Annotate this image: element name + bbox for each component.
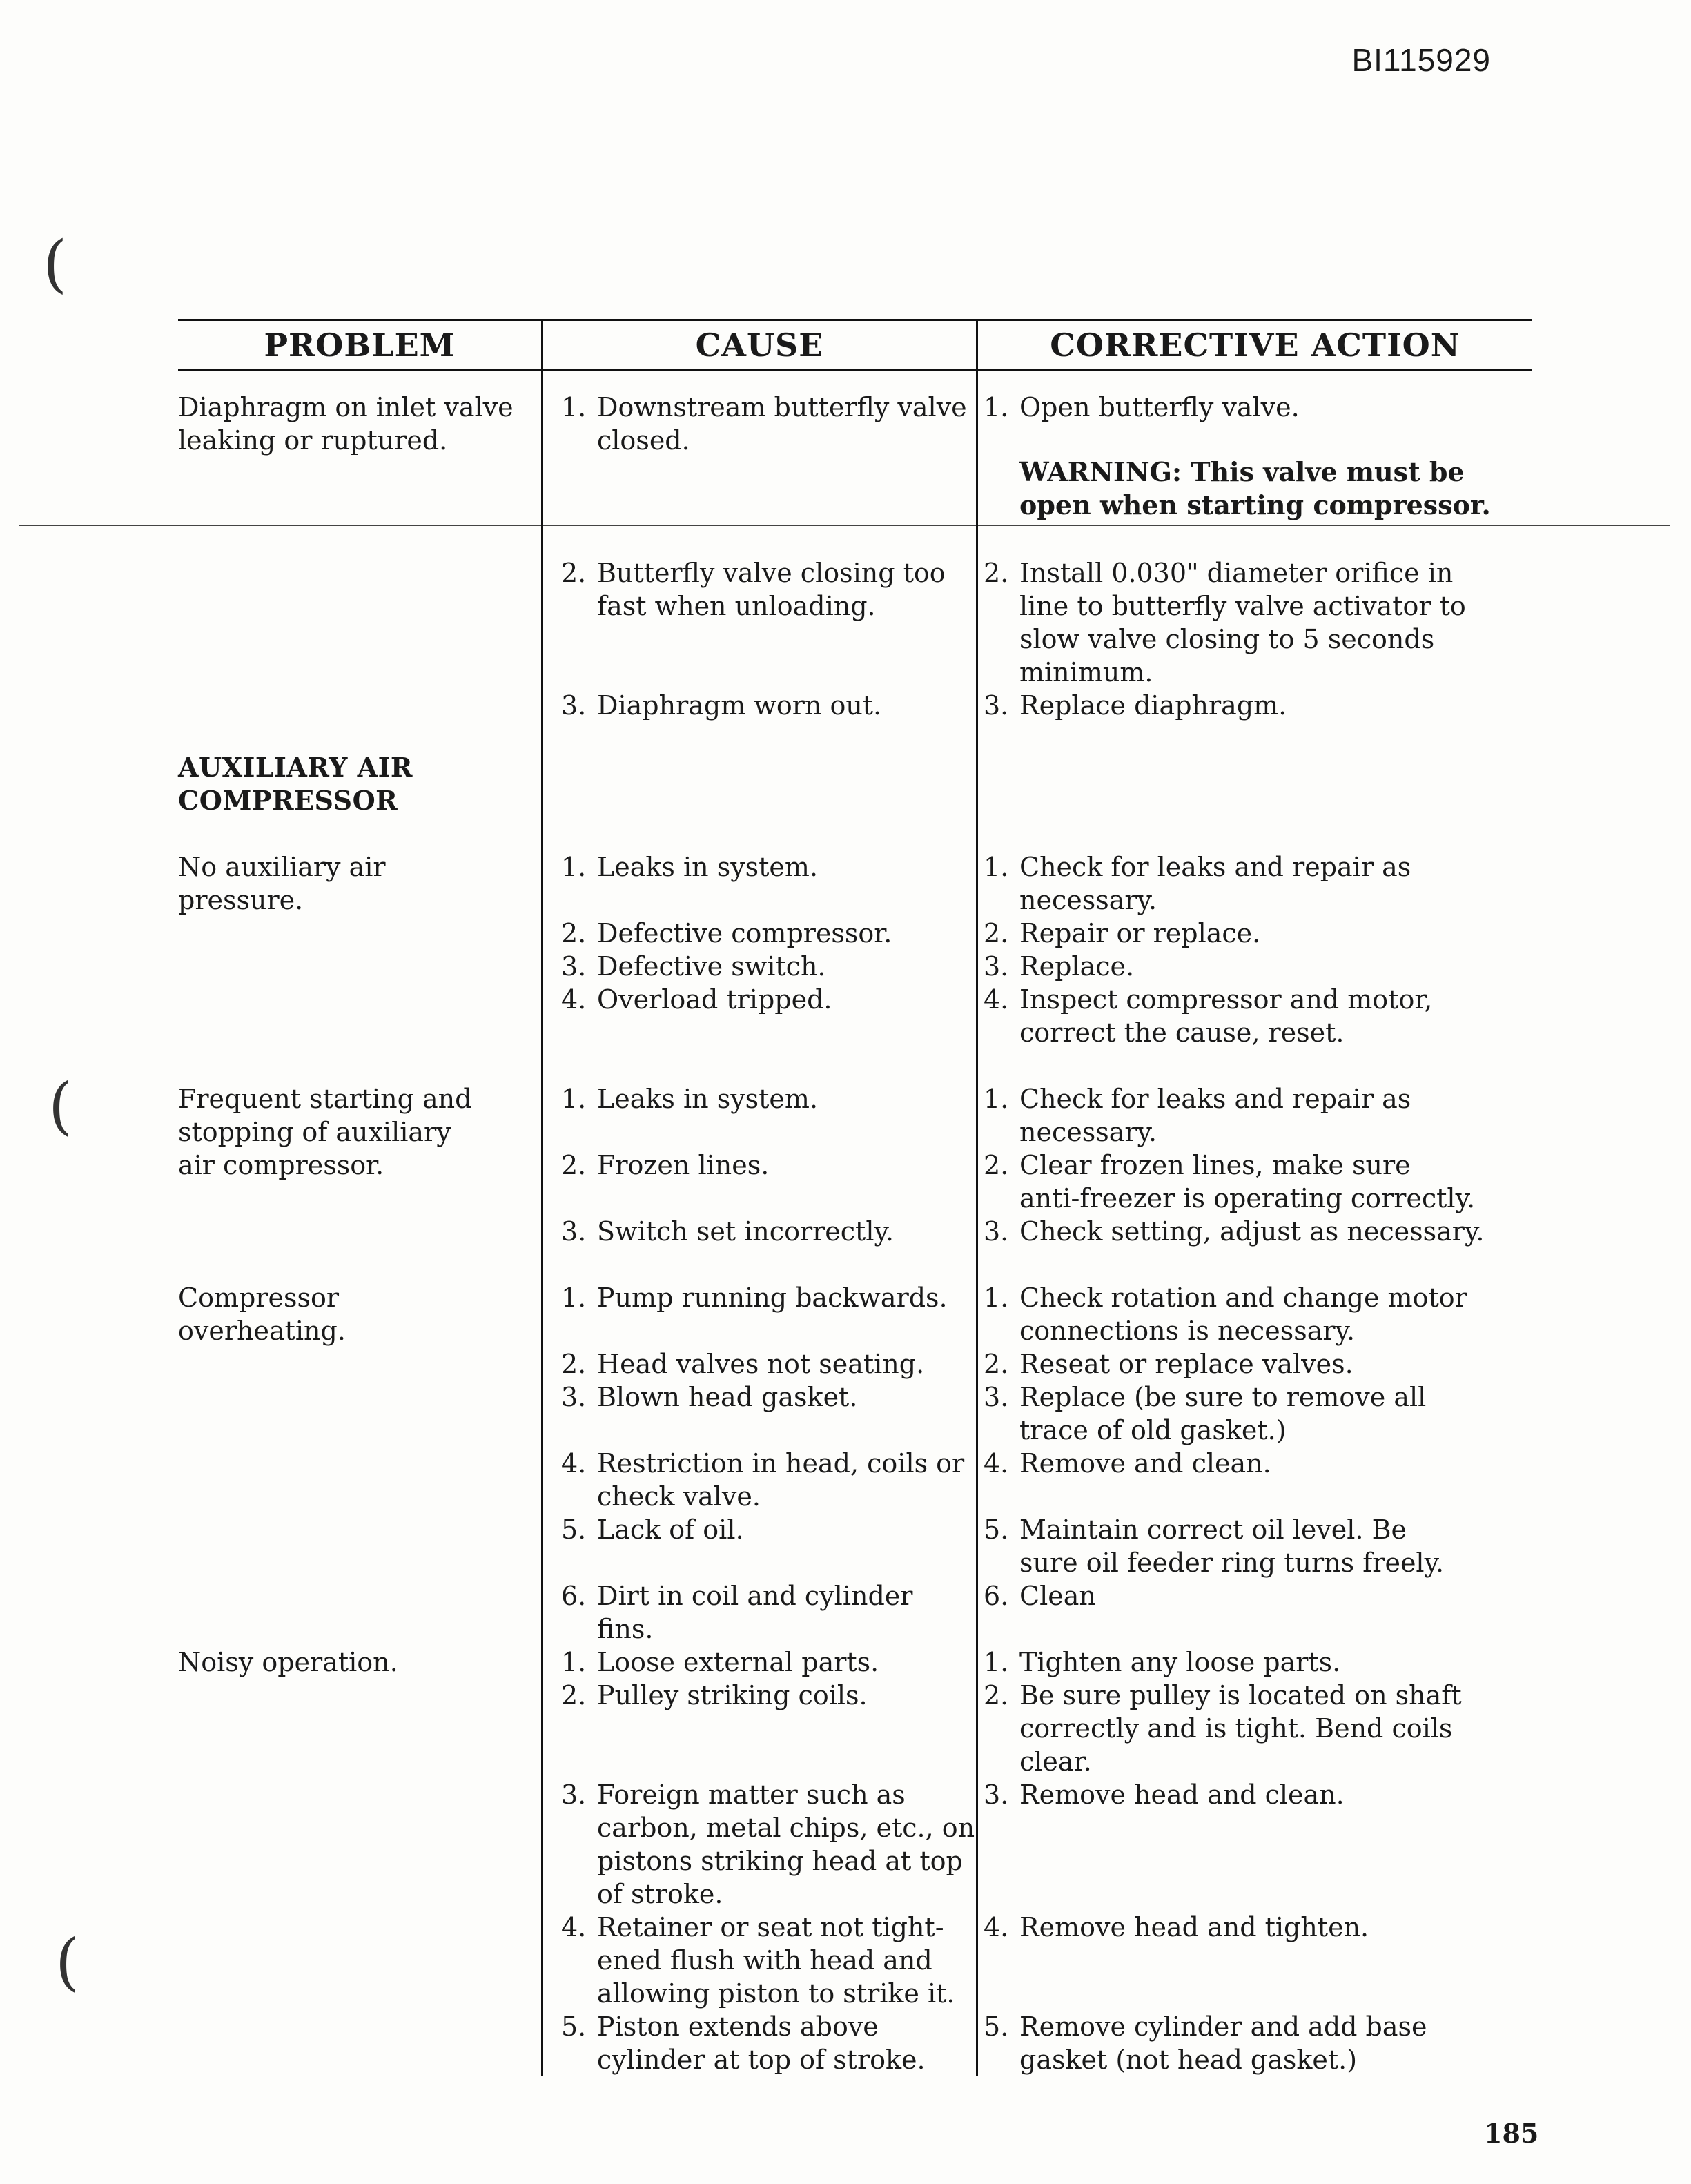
list-item: 2. Defective compressor. (561, 918, 892, 948)
list-item: 2. Repair or replace. (984, 918, 1261, 948)
list-item: 1. Check rotation and change motor connections is necessary. (984, 1283, 1467, 1346)
margin-bracket: ( (55, 1926, 80, 1998)
list-item: 4. Remove head and tighten. (984, 1912, 1369, 1942)
document-id: BI115929 (1351, 42, 1491, 78)
margin-bracket: ( (43, 228, 68, 300)
corrective-action-column (976, 371, 1532, 2076)
list-item: 2. Head valves not seating. (561, 1349, 925, 1379)
list-item: 2. Reseat or replace valves. (984, 1349, 1353, 1379)
problem-cell: Noisy operation. (178, 1647, 398, 1677)
list-item: 2. Install 0.030" diameter orifice in line to butterfly valve activator to slow valve closing to 5 seconds minimum. (984, 558, 1466, 688)
list-item: 3. Remove head and clean. (984, 1780, 1345, 1810)
problem-cell: No auxiliary air pressure. (178, 852, 386, 915)
list-item: 3. Switch set incorrectly. (561, 1216, 894, 1247)
list-item: 3. Defective switch. (561, 951, 826, 982)
list-item: 1. Tighten any loose parts. (984, 1647, 1341, 1677)
list-item: 6. Clean (984, 1581, 1096, 1611)
list-item: 2. Butterfly valve closing too fast when unloading. (561, 558, 946, 621)
list-item: 1. Open butterfly valve. (984, 392, 1300, 422)
list-item: 1. Leaks in system. (561, 852, 819, 882)
margin-bracket: ( (48, 1070, 73, 1142)
list-item: 3. Foreign matter such as carbon, metal chips, etc., on pistons striking head at top of stroke. (561, 1780, 975, 1909)
list-item: 3. Blown head gasket. (561, 1382, 858, 1412)
list-item: 5. Piston extends above cylinder at top of stroke. (561, 2011, 926, 2075)
list-item: 2. Pulley striking coils. (561, 1680, 868, 1710)
problem-cell: Diaphragm on inlet valve leaking or ruptured. (178, 392, 514, 456)
problem-cell: Frequent starting and stopping of auxiliary air compressor. (178, 1084, 472, 1180)
list-item: 4. Restriction in head, coils or check valve. (561, 1448, 965, 1512)
list-item: 5. Lack of oil. (561, 1514, 744, 1545)
list-item: 2. Be sure pulley is located on shaft correctly and is tight. Bend coils clear. (984, 1680, 1462, 1777)
page-number: 185 (1484, 2118, 1539, 2149)
list-item: 4. Retainer or seat not tight- ened flush with head and allowing piston to strike it. (561, 1912, 955, 2009)
list-item: 2. Clear frozen lines, make sure anti-freezer is operating correctly. (984, 1150, 1476, 1213)
list-item: 1. Downstream butterfly valve closed. (561, 392, 967, 456)
list-item: 3. Replace. (984, 951, 1135, 982)
section-heading: AUXILIARY AIR COMPRESSOR (178, 752, 413, 816)
table-header (178, 321, 1532, 371)
header-problem: PROBLEM (264, 326, 456, 364)
list-item: 1. Loose external parts. (561, 1647, 879, 1677)
action-group (984, 391, 1532, 556)
list-item: 1. Pump running backwards. (561, 1283, 948, 1313)
list-item: 5. Remove cylinder and add base gasket (not head gasket.) (984, 2011, 1427, 2075)
list-item: 4. Inspect compressor and motor, correct the cause, reset. (984, 984, 1433, 1048)
cause-column (541, 371, 976, 2076)
list-item: 1. Leaks in system. (561, 1084, 819, 1114)
list-item: 3. Replace (be sure to remove all trace of old gasket.) (984, 1382, 1427, 1445)
list-item: 3. Diaphragm worn out. (561, 690, 882, 721)
list-item: 5. Maintain correct oil level. Be sure oil feeder ring turns freely. (984, 1514, 1445, 1578)
table-body (178, 371, 1532, 2076)
warning-text: WARNING: This valve must be open when starting compressor. (1019, 456, 1491, 520)
list-item: 3. Check setting, adjust as necessary. (984, 1216, 1485, 1247)
problem-column (178, 371, 541, 2076)
header-cause: CAUSE (541, 321, 976, 369)
problem-cell: Compressor overheating. (178, 1283, 346, 1346)
list-item: 1. Check for leaks and repair as necessary. (984, 852, 1411, 915)
header-corrective-action: CORRECTIVE ACTION (976, 321, 1532, 369)
list-item: 4. Remove and clean. (984, 1448, 1271, 1479)
list-item: 4. Overload tripped. (561, 984, 832, 1015)
list-item: 6. Dirt in coil and cylinder fins. (561, 1581, 913, 1644)
list-item: 3. Replace diaphragm. (984, 690, 1287, 721)
list-item: 1. Check for leaks and repair as necessary. (984, 1084, 1411, 1147)
troubleshooting-table (178, 319, 1532, 2076)
list-item: 2. Frozen lines. (561, 1150, 770, 1180)
